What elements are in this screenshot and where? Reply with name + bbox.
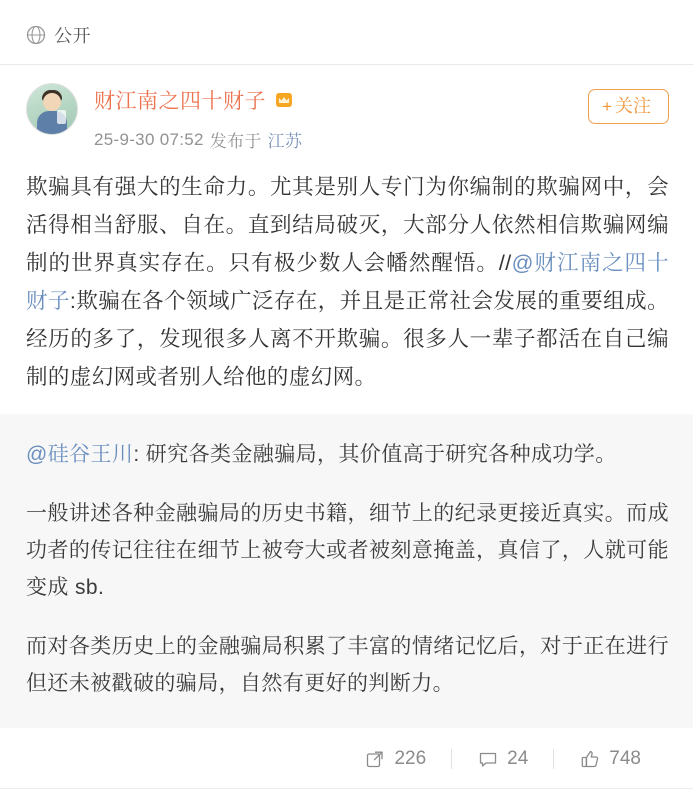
post-location[interactable]: 江苏 — [267, 132, 303, 151]
author-meta — [94, 83, 669, 152]
like-button[interactable] — [554, 748, 667, 770]
visibility-label: 公开 — [54, 26, 91, 46]
comment-button[interactable] — [452, 748, 554, 770]
post-text-part2: :欺骗在各个领域广泛存在，并且是正常社会发展的重要组成。经历的多了，发现很多人离不开欺骗。很多人一辈子都活在自己编制的虚幻网或者别人给他的虚幻网。 — [26, 289, 669, 389]
post-meta — [94, 127, 669, 152]
visibility-bar[interactable] — [0, 0, 693, 64]
author-name[interactable]: 财江南之四十财子 — [94, 90, 266, 113]
thumbs-up-icon — [580, 749, 600, 769]
repost-button[interactable] — [339, 748, 452, 770]
repost-count: 226 — [394, 748, 427, 769]
repost-icon — [365, 749, 385, 769]
vip-crown-icon — [274, 90, 294, 110]
quote-mention-link[interactable]: @硅谷王川 — [26, 443, 134, 466]
quote-paragraph-3: 而对各类历史上的金融骗局积累了丰富的情绪记忆后，对于正在进行但还未被戳破的骗局，自然有更好的判断力。 — [26, 635, 669, 695]
quoted-post[interactable] — [0, 414, 693, 728]
plus-icon: + — [602, 97, 612, 116]
quote-paragraph-1 — [26, 436, 669, 473]
author-name-line — [94, 85, 669, 115]
globe-icon — [26, 25, 46, 45]
post-timestamp: 25-9-30 07:52 — [94, 129, 204, 149]
comment-icon — [478, 749, 498, 769]
follow-button[interactable] — [588, 89, 669, 124]
post-body — [0, 152, 693, 396]
quote-line-1: : 研究各类金融骗局，其价值高于研究各种成功学。 — [133, 443, 617, 466]
follow-label: 关注 — [615, 96, 651, 116]
author-row — [0, 65, 693, 152]
comment-count: 24 — [507, 748, 529, 769]
like-count: 748 — [609, 748, 641, 769]
action-bar — [0, 728, 693, 788]
published-prefix: 发布于 — [209, 132, 262, 151]
post-mention-link[interactable]: @财江南之四十财子 — [26, 251, 669, 313]
footer-divider — [0, 788, 693, 789]
avatar[interactable] — [26, 83, 78, 135]
quote-paragraph-2: 一般讲述各种金融骗局的历史书籍，细节上的纪录更接近真实。而成功者的传记往往在细节上被夸大或者被刻意掩盖，真信了，人就可能变成 sb. — [26, 502, 669, 599]
post-text-part1: 欺骗具有强大的生命力。尤其是别人专门为你编制的欺骗网中，会活得相当舒服、自在。直到结局破灭，大部分人依然相信欺骗网编制的世界真实存在。只有极少数人会幡然醒悟。// — [26, 175, 669, 275]
